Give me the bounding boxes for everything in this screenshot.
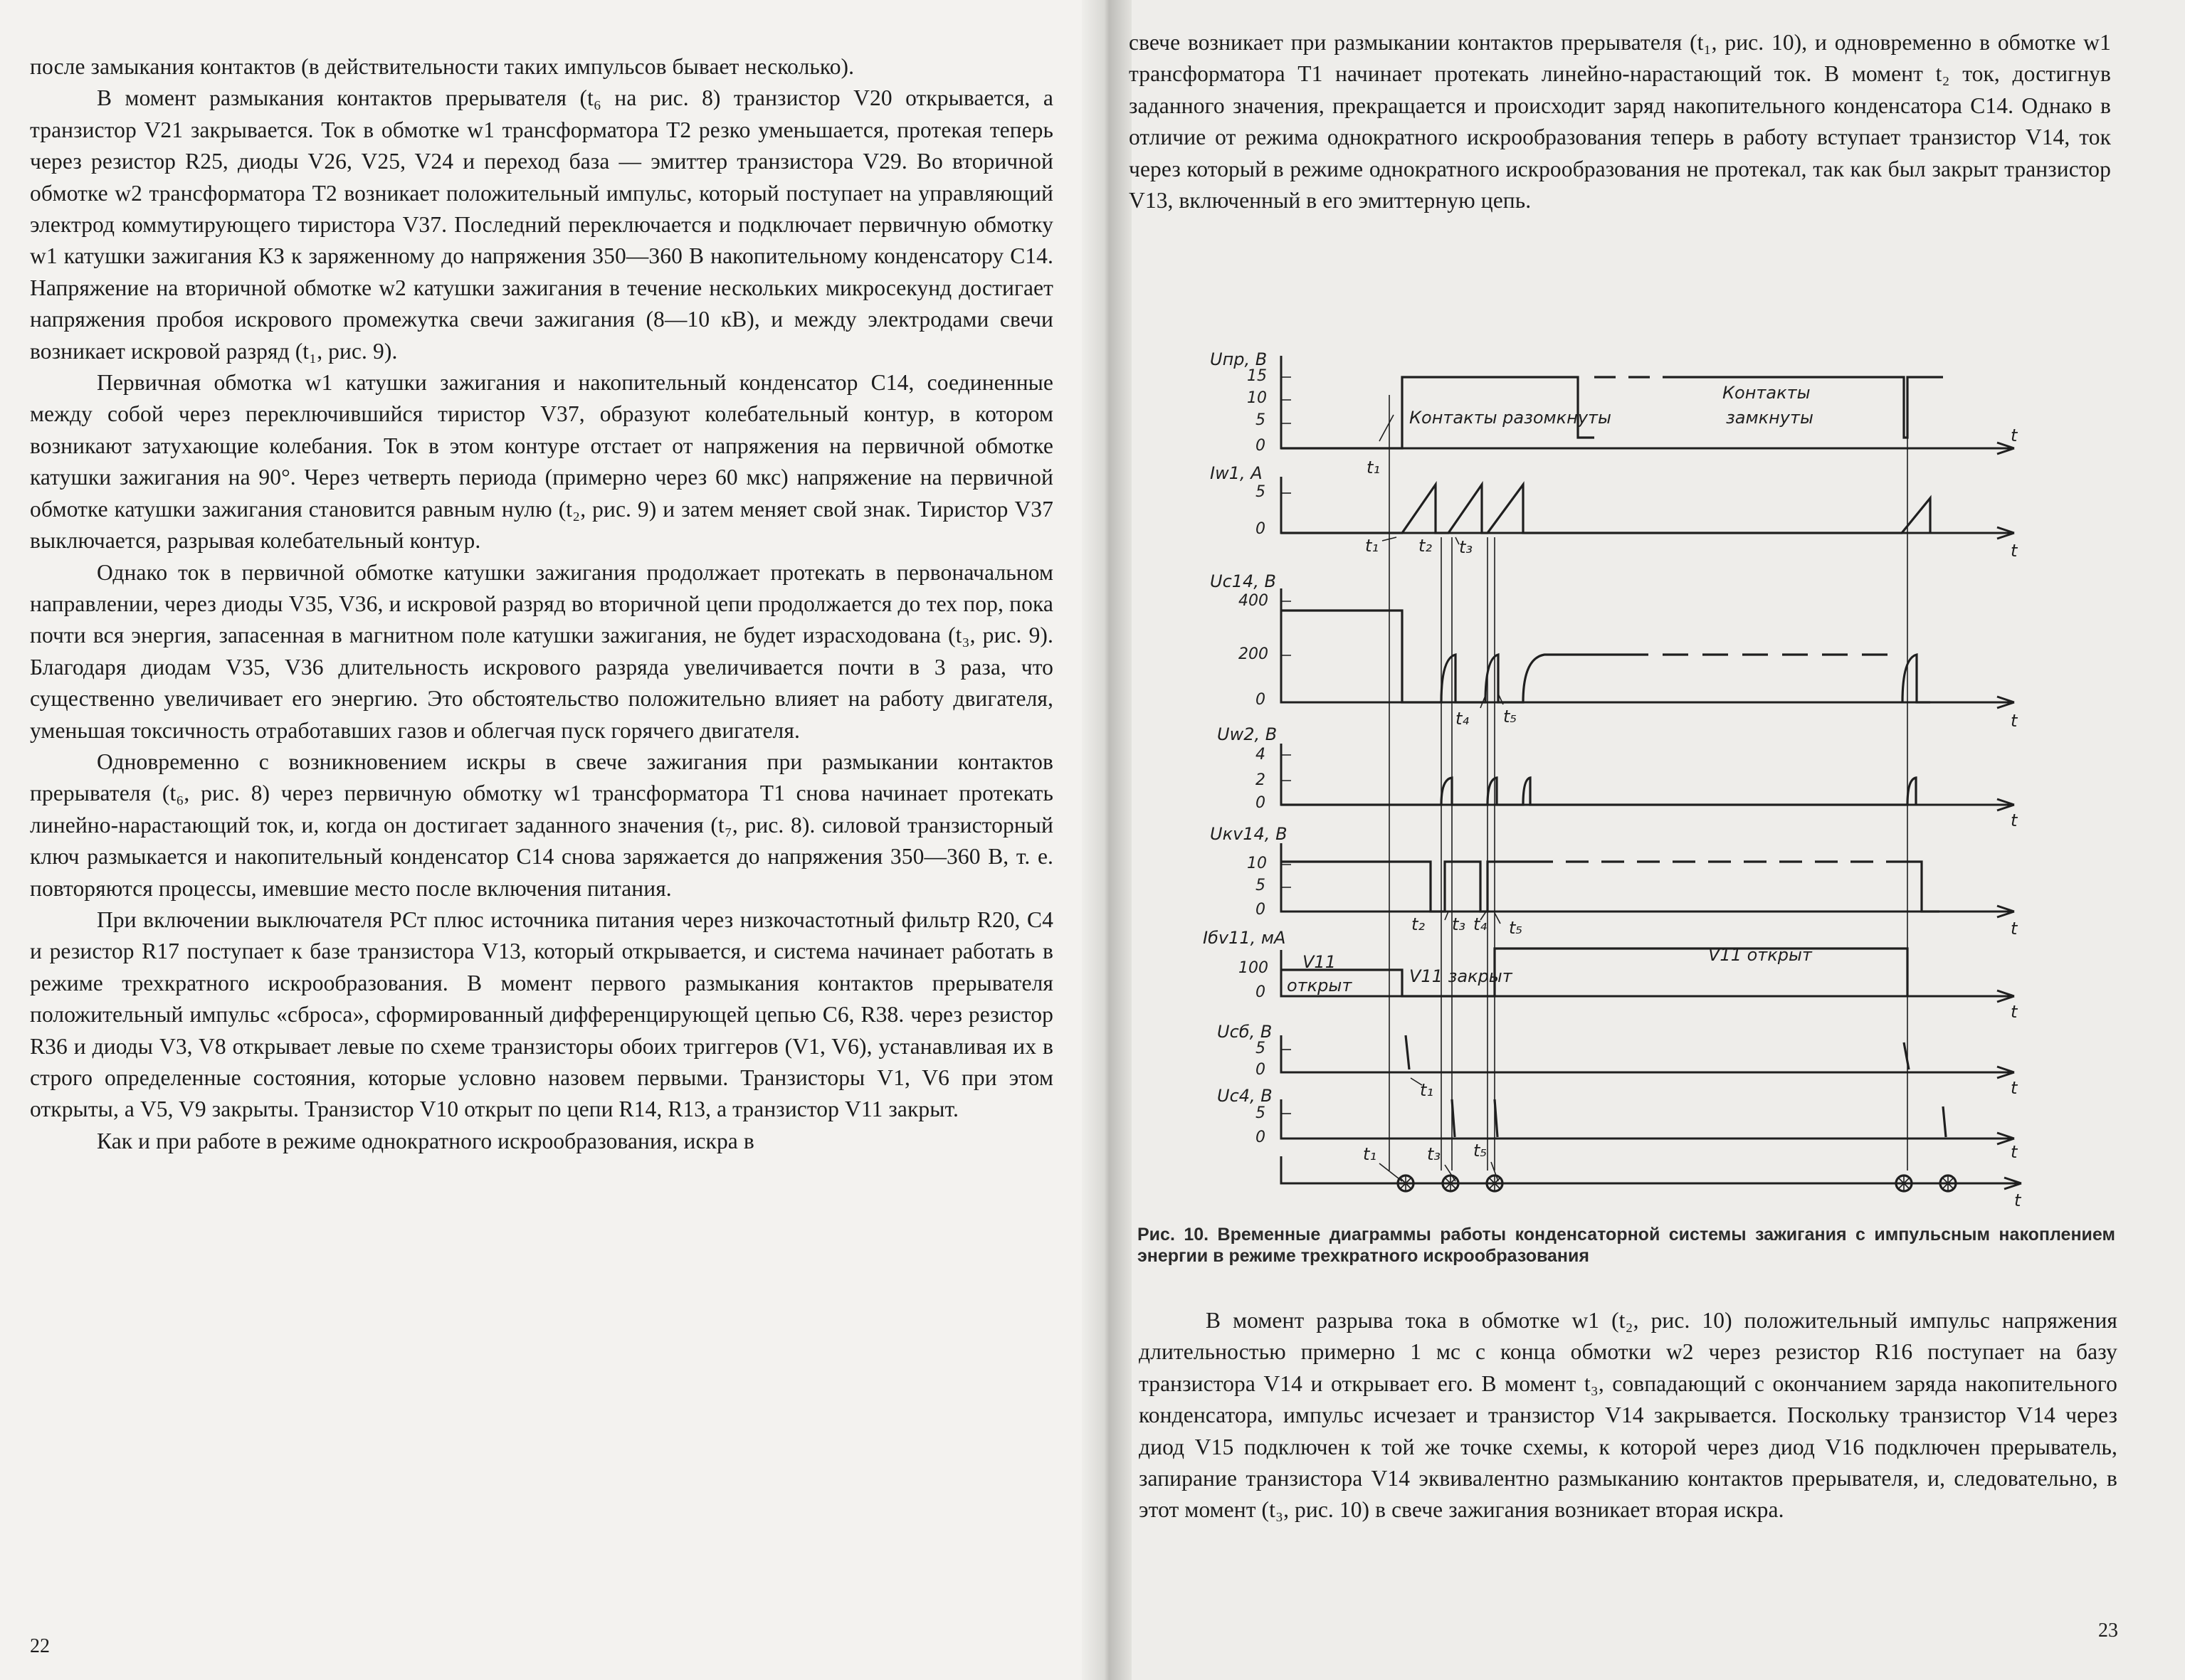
time-mark-t5: t₅	[1473, 1141, 1488, 1161]
right-page-top-paragraph	[1129, 27, 2111, 216]
paragraph: Как и при работе в режиме однократного искрообразования, искра в	[97, 1128, 754, 1153]
row-label-ucb: Uсб, В	[1217, 1022, 1273, 1042]
axis-ticks	[1281, 377, 1291, 423]
row-label-uc4: Uс4, В	[1217, 1086, 1273, 1106]
time-mark-t5: t₅	[1503, 707, 1517, 727]
t-label: t	[2011, 711, 2018, 731]
t-label: t	[2011, 1078, 2018, 1098]
signal-ucb-pulse	[1406, 1035, 1409, 1069]
signals	[1281, 377, 1946, 1137]
time-mark-labels	[1363, 458, 1522, 1164]
tick-label: 5	[1255, 411, 1265, 429]
time-mark-t1: t₁	[1367, 458, 1381, 477]
time-mark-t1: t₁	[1365, 536, 1379, 556]
tick-label: 4	[1255, 746, 1265, 764]
t-label: t	[2011, 1142, 2018, 1162]
tick-label: 400	[1238, 592, 1268, 610]
axis-uw2	[1281, 744, 2014, 805]
tick-label: 15	[1247, 367, 1267, 385]
time-mark-t3: t₃	[1427, 1144, 1441, 1164]
time-mark-t3: t₃	[1459, 537, 1473, 557]
axis-uc4	[1281, 1099, 2014, 1139]
time-mark-t5: t₅	[1509, 918, 1523, 938]
tick-label: 0	[1255, 1129, 1265, 1146]
signal-uc4-pulses	[1452, 1099, 1946, 1137]
tick-label: 0	[1255, 520, 1265, 538]
tick-label: 5	[1255, 483, 1265, 501]
page-number: 23	[2098, 1620, 2118, 1642]
signal-ukv14-2	[1907, 862, 1939, 912]
row-label-upr: Uпр, В	[1210, 349, 1268, 369]
row-label-uw2: Uw2, В	[1217, 724, 1278, 744]
spark-icon	[1398, 1176, 1413, 1191]
signal-uc14-2	[1902, 655, 1930, 702]
paragraph: свече возникает при размыкании контактов прерывателя (t₁, рис. 10), и одновременно в обмотке w1 трансформатора T1 начинает протекать линейно-нарастающий ток. В момент t₂ ток, достигнув заданного значения, прекращается и происходит заряд накопительного конденсатора С14. Однако в отличие от режима однократного искрообразования теперь в работу вступает транзистор V14, ток через который в режиме однократного искрообразования не протекал, так как был закрыт транзистор V13, включенный в его эмиттерную цепь.	[1129, 30, 2111, 213]
tick-label: 10	[1247, 389, 1267, 407]
contacts-open-label: Контакты разомкнуты	[1409, 408, 1611, 428]
time-mark-t2: t₂	[1418, 536, 1433, 556]
t-label: t	[2014, 1190, 2021, 1210]
time-mark-t1: t₁	[1363, 1144, 1377, 1164]
tick-label: 2	[1255, 771, 1265, 789]
paragraph: Первичная обмотка w1 катушки зажигания и накопительный конденсатор С14, соединенные между собой через переключившийся тиристор V37, образуют колебательный контур, в котором возникают затухающие колебания. Ток в этом контуре отстает от напряжения на первичной обмотке катушки зажигания на 90°. Через четверть периода (примерно через 60 мкс) напряжение на первичной обмотке катушки зажигания становится равным нулю (t₂, рис. 9) и затем меняет свой знак. Тиристор V37 выключается, разрывая колебательный контур.	[30, 370, 1053, 554]
tick-label: 100	[1238, 959, 1268, 977]
spark-icon	[1940, 1176, 1956, 1191]
t-axis-labels	[2011, 426, 2022, 1210]
paragraph: после замыкания контактов (в действительности таких импульсов бывает несколько).	[30, 54, 855, 79]
row-label-ukv14: Uкv14, В	[1210, 824, 1288, 844]
axis-ucb	[1281, 1035, 2014, 1072]
paragraph: Одновременно с возникновением искры в свече зажигания при размыкании контактов прерывателя (t₆, рис. 8) через первичную обмотку w1 трансформатора T1 снова начинает протекать линейно-нарастающий ток, и, когда он достигает заданного значения (t₇, рис. 8). силовой транзисторный ключ размыкается и накопительный конденсатор С14 снова заряжается до напряжения 350—360 В, т. е. повторяются процессы, имевшие место после включения питания.	[30, 749, 1053, 901]
time-mark-t2: t₂	[1411, 914, 1426, 934]
time-guides	[1389, 377, 1907, 1171]
signal-ucb-pulse	[1904, 1042, 1909, 1069]
t-label: t	[2011, 1002, 2018, 1022]
signal-ukv14	[1281, 862, 1530, 912]
row-label-uc14: Uс14, В	[1210, 571, 1277, 591]
spark-icon	[1487, 1176, 1502, 1191]
signal-uw2	[1281, 778, 1916, 805]
tick-label: 0	[1255, 437, 1265, 455]
axis-ticks	[1281, 755, 1291, 781]
tick-label: 0	[1255, 901, 1265, 919]
paragraph: Однако ток в первичной обмотке катушки зажигания продолжает протекать в первоначальном направлении, через диоды V35, V36, и искровой разряд во вторичной цепи продолжается до тех пор, пока почти вся энергия, запасенная в магнитном поле катушки зажигания, не будет израсходована (t₃, рис. 9). Благодаря диодам V35, V36 длительность искрового разряда увеличивается почти в 3 раза, что существенно увеличивает его энергию. Это обстоятельство положительно влияет на работу двигателя, уменьшая токсичность отработавших газов и облегчая пуск горячего двигателя.	[30, 559, 1053, 743]
axis-labels	[1203, 349, 1288, 1106]
page-number: 22	[30, 1635, 50, 1657]
tick-label: 0	[1255, 1061, 1265, 1079]
signal-iw1	[1281, 485, 1930, 533]
paragraph: При включении выключателя РСт плюс источника питания через низкочастотный фильтр R20, С4 и резистор R17 поступает к базе транзистора V13, который открывается, и система начинает работать в режиме трехкратного искрообразования. В момент первого размыкания контактов прерывателя положительный импульс «сброса», сформированный дифференцирующей цепью С6, R38. через резистор R36 и диоды V3, V8 открывает левые по схеме транзисторы обоих триггеров (V1, V6), устанавливая их в строго определенные состояния, которые условно назовем первыми. Транзисторы V1, V6 при этом открыты, а V5, V9 закрыты. Транзистор V10 открыт по цепи R14, R13, а транзистор V11 закрыт.	[30, 907, 1053, 1122]
v11-open-label: V11 открыт	[1708, 945, 1812, 965]
t-label: t	[2011, 919, 2018, 939]
tick-label: 5	[1255, 1104, 1265, 1122]
contacts-closed-label: Контакты	[1722, 383, 1811, 403]
v11-label: V11	[1302, 952, 1336, 972]
row-label-ibv11: Iбv11, мА	[1203, 928, 1286, 948]
t-label: t	[2011, 810, 2018, 830]
v11-closed-label: V11 закрыт	[1409, 966, 1512, 986]
tick-label: 10	[1247, 855, 1267, 872]
time-mark-t3: t₃	[1452, 914, 1466, 934]
time-mark-t4: t₄	[1455, 709, 1470, 729]
t-label: t	[2011, 426, 2018, 445]
figure-caption: Рис. 10. Временные диаграммы работы конденсаторной системы зажигания с импульсным накоплением энергии в режиме трехкратного искрообразования	[1137, 1225, 2115, 1266]
right-page-bottom-paragraph	[1139, 1305, 2117, 1526]
v11-label: открыт	[1287, 976, 1352, 995]
contacts-closed-label: замкнуты	[1726, 408, 1813, 428]
spark-icon	[1443, 1176, 1458, 1191]
t-label: t	[2011, 541, 2018, 561]
tick-label: 5	[1255, 1040, 1265, 1057]
paragraph: В момент размыкания контактов прерывателя (t₆ на рис. 8) транзистор V20 открывается, а транзистор V21 закрывается. Ток в обмотке w1 трансформатора T2 резко уменьшается, протекая теперь через резистор R25, диоды V26, V25, V24 и переход база — эмиттер транзистора V29. Во вторичной обмотке w2 трансформатора T2 возникает положительный импульс, который поступает на управляющий электрод коммутирующего тиристора V37. Последний переключается и подключает первичную обмотку w1 катушки зажигания КЗ к заряженному до напряжения 350—360 В накопительному конденсатору С14. Напряжение на вторичной обмотке w2 катушки зажигания в течение нескольких микросекунд достигает напряжения пробоя искрового промежутка свечи зажигания (8—10 кВ), и между электродами свечи возникает искровой разряд (t₁, рис. 9).	[30, 85, 1053, 364]
book-spine	[1082, 0, 1132, 1680]
paragraph: В момент разрыва тока в обмотке w1 (t₂, рис. 10) положительный импульс напряжения длительностью примерно 1 мс с конца обмотки w2 через резистор R16 поступает на базу транзистора V14 и открывает его. В момент t₃, совпадающий с окончанием заряда накопительного конденсатора, импульс исчезает и транзистор V14 закрывается. Поскольку транзистор V14 через диод V15 подключен к той же точке схемы, к которой через диод V16 подключен прерыватель, запирание транзистора V14 эквивалентно размыканию контактов прерывателя, и, следовательно, в этот момент (t₃, рис. 10) в свече зажигания возникает вторая искра.	[1139, 1308, 2117, 1523]
axis-ticks	[1281, 865, 1291, 887]
signal-ibv11	[1281, 949, 1907, 996]
time-mark-t1: t₁	[1420, 1080, 1434, 1100]
tick-label: 0	[1255, 983, 1265, 1001]
axis-ibv11	[1281, 950, 2014, 996]
axes	[1281, 356, 2021, 1189]
time-mark-t4: t₄	[1473, 914, 1488, 934]
axis-ukv14	[1281, 843, 2014, 912]
left-page-text	[30, 51, 1053, 1157]
axis-iw1	[1281, 477, 2014, 533]
tick-label: 0	[1255, 794, 1265, 812]
row-label-iw1: Iw1, А	[1210, 463, 1263, 483]
tick-label: 5	[1255, 877, 1265, 894]
spark-icon	[1896, 1176, 1912, 1191]
tick-label: 0	[1255, 691, 1265, 709]
annotations	[1287, 383, 1813, 995]
tick-label: 200	[1238, 645, 1268, 663]
timing-diagram-figure	[1196, 324, 2121, 1213]
